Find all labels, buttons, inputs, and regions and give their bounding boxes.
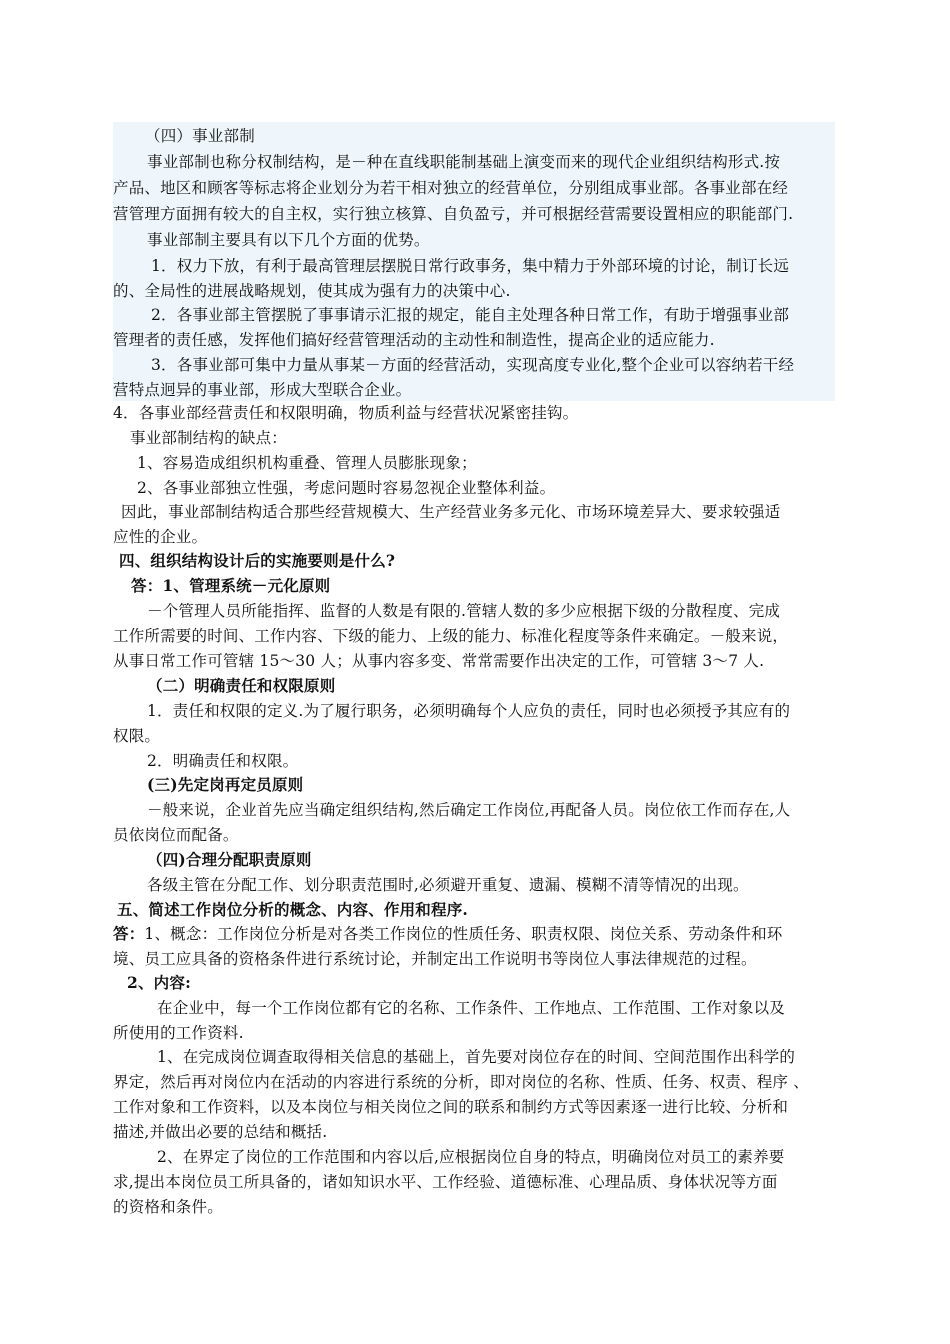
section-heading: （四）事业部制 — [145, 127, 255, 145]
paragraph-line: 产品、地区和顾客等标志将企业划分为若干相对独立的经营单位，分别组成事业部。各事业部在经 — [113, 179, 789, 197]
paragraph-line: 求,提出本岗位员工所具备的，诸如知识水平、工作经验、道德标准、心理品质、身体状况等方面 — [113, 1173, 778, 1191]
paragraph-line: 员依岗位而配备。 — [113, 826, 239, 844]
paragraph-line: 界定，然后再对岗位内在活动的内容进行系统的分析，即对岗位的名称、性质、任务、权责、程序 、 — [113, 1073, 809, 1091]
paragraph-line: 4．各事业部经营责任和权限明确，物质利益与经营状况紧密挂钩。 — [113, 404, 579, 422]
section-heading: 2、内容: — [127, 973, 192, 992]
paragraph-line: 的、全局性的进展战略规划，使其成为强有力的决策中心. — [113, 282, 511, 300]
paragraph-line: 事业部制也称分权制结构，是－种在直线职能制基础上演变而来的现代企业组织结构形式.按 — [147, 153, 781, 171]
paragraph-line: 营管理方面拥有较大的自主权，实行独立核算、自负盈亏，并可根据经营需要设置相应的职能部门. — [113, 205, 794, 223]
section-heading: （四)合理分配职责原则 — [147, 850, 312, 869]
paragraph-line: 的资格和条件。 — [113, 1198, 223, 1216]
paragraph-line: －般来说，企业首先应当确定组织结构,然后确定工作岗位,再配备人员。岗位依工作而存在,人 — [147, 801, 791, 819]
paragraph-line: 各级主管在分配工作、划分职责范围时,必须避开重复、遗漏、模糊不清等情况的出现。 — [147, 876, 749, 894]
paragraph-line: 2．各事业部主管摆脱了事事请示汇报的规定，能自主处理各种日常工作，有助于增强事业部 — [151, 306, 790, 324]
paragraph-line: 权限。 — [113, 727, 161, 745]
paragraph-line: 2、在界定了岗位的工作范围和内容以后,应根据岗位自身的特点，明确岗位对员工的素养要 — [157, 1148, 785, 1166]
answer-label: 答： — [113, 924, 145, 943]
question-heading: 四、组织结构设计后的实施要则是什么? — [119, 551, 396, 570]
paragraph-line: 1、在完成岗位调查取得相关信息的基础上，首先要对岗位存在的时间、空间范围作出科学的 — [157, 1048, 796, 1066]
paragraph-line: 所使用的工作资料. — [113, 1024, 244, 1042]
paragraph-line: 描述,并做出必要的总结和概括. — [113, 1123, 328, 1141]
paragraph-line: －个管理人员所能指挥、监督的人数是有限的.管辖人数的多少应根据下级的分散程度、完成 — [147, 602, 781, 620]
paragraph-line: 应性的企业。 — [113, 528, 208, 546]
paragraph-line: 从事日常工作可管辖 15～30 人；从事内容多变、常常需要作出决定的工作，可管辖 3～7 人. — [113, 652, 765, 670]
paragraph-text: 1、概念：工作岗位分析是对各类工作岗位的性质任务、职责权限、岗位关系、劳动条件和环 — [144, 925, 783, 943]
paragraph-line: 工作对象和工作资料，以及本岗位与相关岗位之间的联系和制约方式等因素逐一进行比较、分析和 — [113, 1098, 789, 1116]
section-heading: （二）明确责任和权限原则 — [147, 676, 336, 695]
paragraph-line: 3．各事业部可集中力量从事某－方面的经营活动，实现高度专业化,整个企业可以容纳若干经 — [151, 356, 795, 374]
answer-heading: 答：1、管理系统－元化原则 — [131, 576, 331, 595]
paragraph-line: 营特点迥异的事业部，形成大型联合企业。 — [113, 381, 412, 399]
paragraph-line: 工作所需要的时间、工作内容、下级的能力、上级的能力、标准化程度等条件来确定。－般来说， — [113, 627, 789, 645]
paragraph-line: 2．明确责任和权限。 — [147, 752, 299, 770]
list-item: 2、各事业部独立性强，考虑问题时容易忽视企业整体利益。 — [137, 479, 556, 497]
section-heading: (三)先定岗再定员原则 — [147, 775, 304, 794]
question-heading: 五、简述工作岗位分析的概念、内容、作用和程序. — [117, 900, 468, 919]
paragraph-line: 1．权力下放，有利于最高管理层摆脱日常行政事务，集中精力于外部环境的讨论，制订长远 — [151, 257, 790, 275]
paragraph-line: 事业部制主要具有以下几个方面的优势。 — [147, 231, 430, 249]
paragraph-line: 在企业中，每一个工作岗位都有它的名称、工作条件、工作地点、工作范围、工作对象以及 — [157, 999, 786, 1017]
paragraph-line: 事业部制结构的缺点： — [130, 429, 288, 447]
paragraph-line: 1．责任和权限的定义.为了履行职务，必须明确每个人应负的责任，同时也必须授予其应有的 — [147, 702, 791, 720]
paragraph-line — [113, 922, 838, 946]
paragraph-line: 境、员工应具备的资格条件进行系统讨论，并制定出工作说明书等岗位人事法律规范的过程。 — [113, 950, 757, 968]
paragraph-line: 管理者的责任感，发挥他们搞好经营管理活动的主动性和制造性，提高企业的适应能力. — [113, 331, 715, 349]
list-item: 1、容易造成组织机构重叠、管理人员膨胀现象； — [137, 454, 477, 472]
paragraph-line: 因此，事业部制结构适合那些经营规模大、生产经营业务多元化、市场环境差异大、要求较强适 — [121, 503, 781, 521]
